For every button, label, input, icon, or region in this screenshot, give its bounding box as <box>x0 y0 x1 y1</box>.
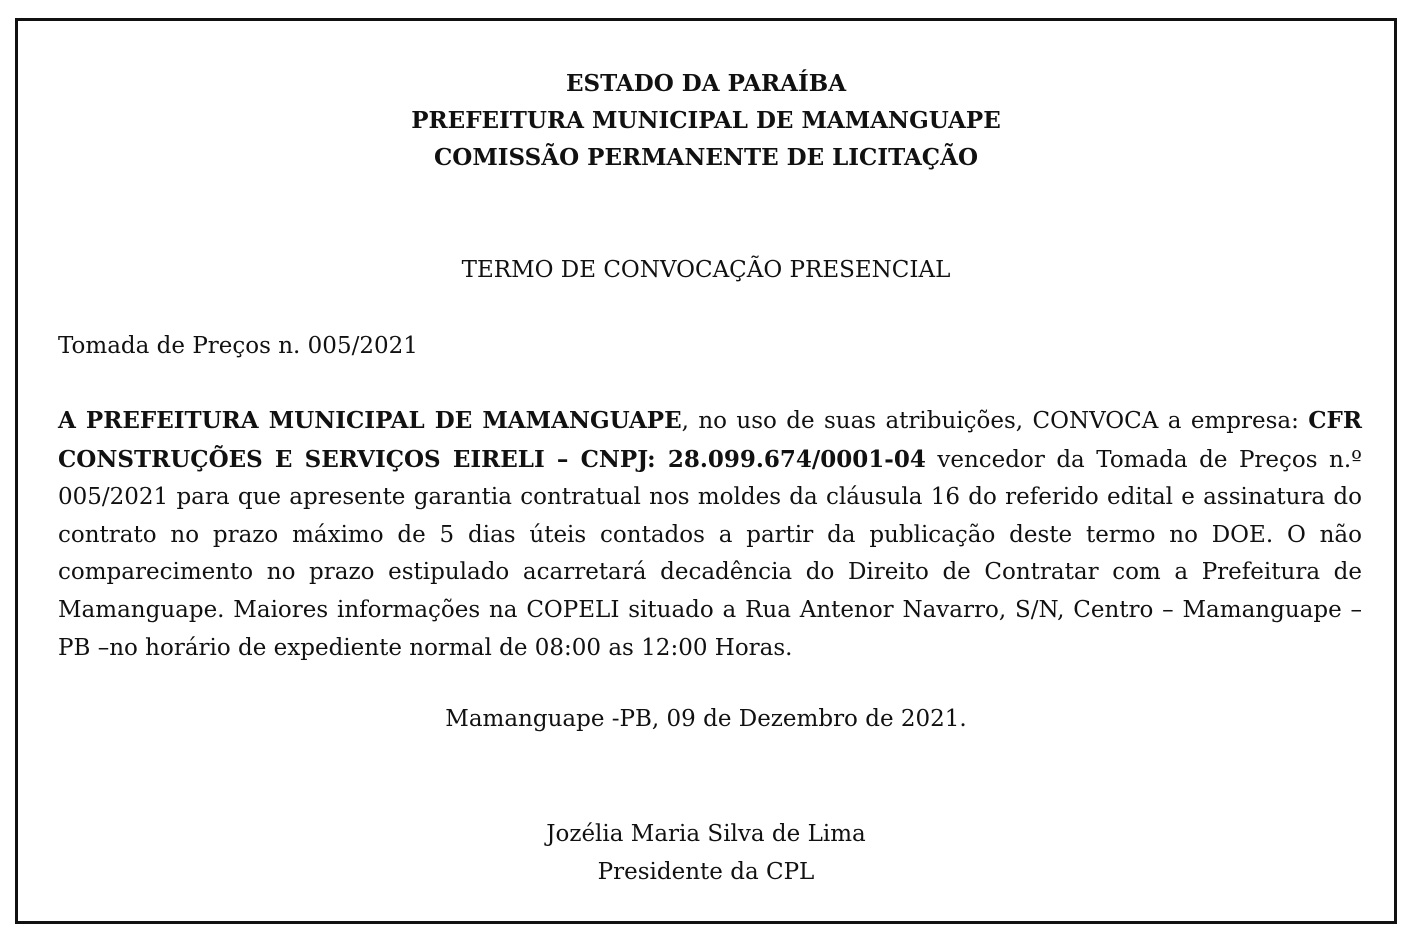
signature-block <box>18 815 1394 891</box>
header-commission: COMISSÃO PERMANENTE DE LICITAÇÃO <box>433 144 978 171</box>
tender-reference: Tomada de Preços n. 005/2021 <box>58 333 418 359</box>
document-title: TERMO DE CONVOCAÇÃO PRESENCIAL <box>461 257 951 283</box>
body-entity: A PREFEITURA MUNICIPAL DE MAMANGUAPE <box>58 407 682 434</box>
body-company: CFR CONSTRUÇÕES E SERVIÇOS EIRELI – CNPJ: 28.099.674/0001-04 <box>58 407 1362 473</box>
header-prefecture: PREFEITURA MUNICIPAL DE MAMANGUAPE <box>411 107 1001 134</box>
document-header <box>18 65 1394 176</box>
header-state: ESTADO DA PARAÍBA <box>565 70 847 97</box>
body-text-2: vencedor da Tomada de Preços n.º 005/2021 para que apresente garantia contratual nos moldes da cláusula 16 do referido edital e assinatura do contrato no prazo máximo de 5 dias úteis contados a partir da publicação deste termo no DOE. O não comparecimento no prazo estipulado acarretará decadência do Direito de Contratar com a Prefeitura de Mamanguape. Maiores informações na COPELI situado a Rua Antenor Navarro, S/N, Centro – Mamanguape – PB –no horário de expediente normal de 08:00 as 12:00 Horas. <box>58 446 1362 661</box>
document-frame <box>15 18 1397 924</box>
signatory-role: Presidente da CPL <box>597 859 815 885</box>
signatory-name: Jozélia Maria Silva de Lima <box>546 821 866 847</box>
body-text-1: , no uso de suas atribuições, CONVOCA a empresa: <box>681 408 1309 434</box>
body-paragraph <box>58 402 1362 667</box>
date-line: Mamanguape -PB, 09 de Dezembro de 2021. <box>445 706 967 732</box>
